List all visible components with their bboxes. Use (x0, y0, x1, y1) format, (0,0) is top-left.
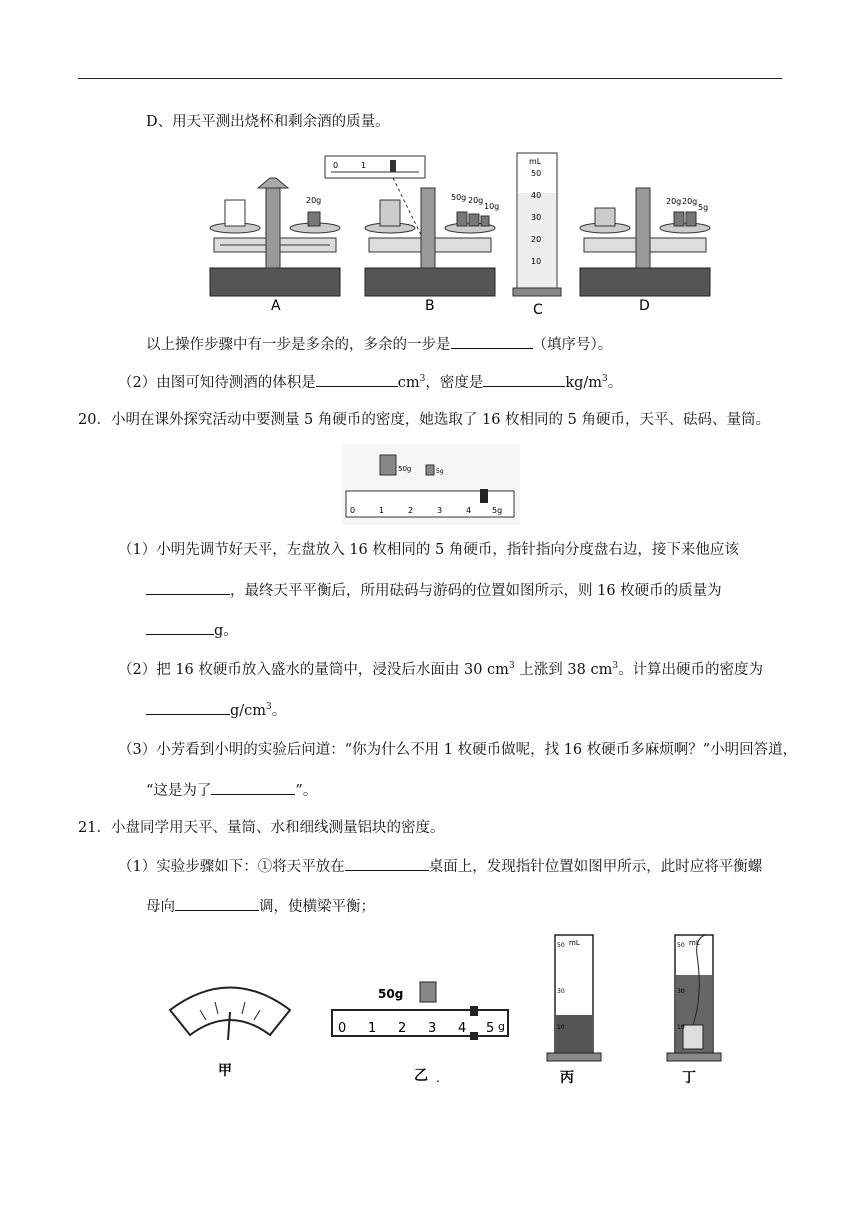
label-d: D (639, 298, 650, 314)
answer-blank[interactable] (211, 780, 295, 795)
svg-text:30: 30 (531, 213, 542, 222)
svg-text:20g: 20g (666, 197, 682, 206)
q20-p3-line1: （3）小芳看到小明的实验后问道：“你为什么不用 1 枚硬币做呢，找 16 枚硬币多麻烦啊？”小明回答道， (118, 742, 798, 758)
q21-p1-line1: （1）实验步骤如下：①将天平放在 桌面上，发现指针位置如图甲所示，此时应将平衡螺 (118, 856, 762, 877)
q21-stem: 21．小盘同学用天平、量筒、水和细线测量铝块的密度。 (78, 820, 445, 836)
q20-ruler-figure (342, 445, 520, 525)
svg-text:1: 1 (368, 1021, 377, 1036)
svg-text:50g: 50g (451, 193, 467, 202)
svg-text:2: 2 (408, 506, 414, 515)
answer-blank[interactable] (345, 856, 429, 871)
cylinder-c (513, 153, 561, 296)
svg-text:0: 0 (338, 1021, 347, 1036)
answer-blank[interactable] (483, 372, 565, 387)
svg-text:5: 5 (486, 1021, 495, 1036)
label-c: C (533, 302, 543, 318)
svg-text:50g: 50g (398, 465, 412, 473)
label-b: B (425, 298, 435, 314)
svg-text:50: 50 (557, 942, 565, 949)
q20-stem: 20．小明在课外探究活动中要测量 5 角硬币的密度，她选取了 16 枚相同的 5 角硬币，天平、砝码、量筒。 (78, 412, 771, 428)
label-yi: 乙 (414, 1068, 428, 1084)
svg-text:30: 30 (677, 988, 685, 995)
balance-d (580, 188, 710, 296)
q20-p3-line2: “这是为了 ”。 (146, 780, 317, 801)
svg-text:30: 30 (557, 988, 565, 995)
q19-extra-step: 以上操作步骤中有一步是多余的，多余的一步是 （填序号）。 (146, 334, 612, 355)
answer-blank[interactable] (146, 700, 230, 715)
svg-text:0: 0 (350, 506, 356, 515)
svg-text:0: 0 (333, 161, 339, 170)
svg-text:50g: 50g (378, 987, 404, 1001)
q20-p1-line3: g。 (146, 620, 238, 641)
answer-blank[interactable] (316, 372, 398, 387)
q21-figures (150, 930, 750, 1095)
svg-text:4: 4 (466, 506, 472, 515)
svg-text:.: . (436, 1071, 440, 1085)
q19-part2: （2）由图可知待测酒的体积是 $cm^3$，密度是 $kg/m^3$。 (118, 372, 622, 393)
cylinder-ding (667, 935, 721, 1061)
answer-blank[interactable] (175, 896, 259, 911)
cylinder-bing (547, 935, 601, 1061)
svg-text:5g: 5g (698, 203, 709, 212)
svg-text:50: 50 (677, 942, 685, 949)
balance-b (325, 156, 499, 296)
q20-p2-line1: （2）把 16 枚硬币放入盛水的量筒中，浸没后水面由 30 $cm^3$ 上涨到 38 $cm^3$。计算出硬币的密度为 (118, 661, 764, 678)
svg-text:mL: mL (529, 157, 542, 166)
svg-text:g: g (498, 1020, 505, 1033)
q20-p1-line1: （1）小明先调节好天平，左盘放入 16 枚相同的 5 角硬币，指针指向分度盘右边，接下来他应该 (118, 542, 739, 558)
dial-jia (170, 988, 290, 1041)
q20-p2-line2: $g/cm^3$。 (146, 700, 286, 721)
svg-text:5g: 5g (436, 468, 444, 475)
balance-a (210, 178, 340, 296)
svg-text:50: 50 (531, 169, 542, 178)
weight-label-a: 20g (306, 196, 322, 205)
svg-text:5g: 5g (492, 506, 503, 515)
svg-text:20g: 20g (468, 196, 484, 205)
svg-text:10: 10 (531, 257, 542, 266)
svg-text:mL: mL (569, 939, 580, 947)
svg-text:1: 1 (361, 161, 367, 170)
svg-text:20g: 20g (682, 197, 698, 206)
svg-text:3: 3 (437, 506, 443, 515)
q21-p1-line2: 母向 调，使横梁平衡； (146, 896, 375, 917)
svg-text:20: 20 (531, 235, 542, 244)
answer-blank[interactable] (146, 580, 230, 595)
answer-blank[interactable] (146, 620, 214, 635)
q19-balance-figure (205, 148, 725, 318)
svg-text:1: 1 (379, 506, 385, 515)
svg-text:4: 4 (458, 1021, 467, 1036)
q19-step-d: D、用天平测出烧杯和剩余酒的质量。 (146, 114, 390, 130)
label-bing: 丙 (560, 1070, 574, 1086)
header-rule (78, 78, 782, 79)
answer-blank[interactable] (451, 334, 533, 349)
svg-text:3: 3 (428, 1021, 437, 1036)
svg-text:10g: 10g (484, 202, 500, 211)
q20-p1-line2: ，最终天平平衡后，所用砝码与游码的位置如图所示，则 16 枚硬币的质量为 (146, 580, 722, 601)
label-ding: 丁 (682, 1070, 696, 1086)
svg-text:mL: mL (689, 939, 700, 947)
label-a: A (271, 298, 281, 314)
label-jia: 甲 (218, 1063, 232, 1079)
svg-text:10: 10 (677, 1024, 685, 1031)
ruler-yi (332, 982, 508, 1040)
svg-text:10: 10 (557, 1024, 565, 1031)
svg-text:40: 40 (531, 191, 542, 200)
svg-text:2: 2 (398, 1021, 407, 1036)
